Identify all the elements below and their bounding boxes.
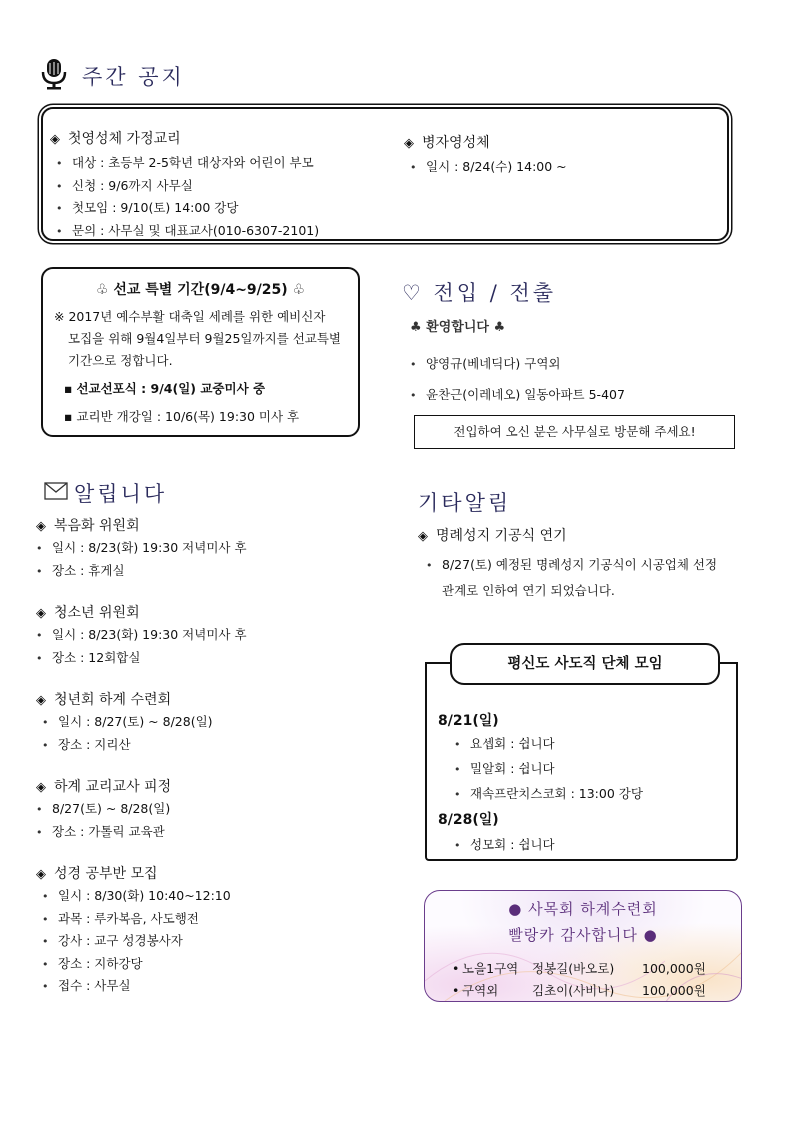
sick-communion-heading: ◈ 병자영성체 bbox=[404, 133, 704, 154]
list-item: • 접수 : 사무실 bbox=[36, 975, 376, 998]
list-item: • 장소 : 가톨릭 교육관 bbox=[36, 821, 376, 844]
thanks-group: 구역외 bbox=[462, 983, 499, 998]
announce-section bbox=[36, 516, 376, 603]
lay-day1: 8/21(일) bbox=[438, 713, 499, 729]
announce-heading: ◈ 하계 교리교사 피정 bbox=[36, 777, 376, 798]
thanks-line2: 빨랑카 감사합니다 ● bbox=[508, 926, 658, 944]
list-item: • 문의 : 사무실 및 대표교사(010-6307-2101) bbox=[56, 220, 400, 243]
thanks-name: 김초이(사비나) bbox=[532, 983, 615, 998]
announce-title: 알립니다 bbox=[74, 482, 168, 506]
lay-title-pill: 평신도 사도직 단체 모임 bbox=[450, 643, 720, 685]
thanks-group: 노을1구역 bbox=[462, 961, 519, 976]
microphone-icon bbox=[40, 58, 68, 90]
list-item: • 장소 : 지리산 bbox=[36, 734, 376, 757]
list-item: • 첫모임 : 9/10(토) 14:00 강당 bbox=[56, 197, 400, 220]
thanks-line1: ● 사목회 하계수련회 bbox=[508, 900, 658, 918]
announce-heading: ◈ 청년회 하계 수련회 bbox=[36, 690, 376, 711]
transfer-list bbox=[410, 349, 740, 411]
welcome-label: ♣ 환영합니다 ♣ bbox=[410, 320, 506, 335]
list-item: • 신청 : 9/6까지 사무실 bbox=[56, 175, 400, 198]
mission-note-line: ※ 2017년 예수부활 대축일 세례를 위한 예비신자 bbox=[54, 309, 326, 324]
transfer-notice-box: 전입하여 오신 분은 사무실로 방문해 주세요! bbox=[414, 415, 735, 449]
lay-day2: 8/28(일) bbox=[438, 812, 499, 828]
other-title: 기타알림 bbox=[418, 491, 512, 515]
envelope-icon bbox=[44, 482, 68, 500]
list-item: • 일시 : 8/23(화) 19:30 저녁미사 후 bbox=[36, 537, 376, 560]
list-item: • 재속프란치스코회 : 13:00 강당 bbox=[454, 782, 728, 807]
list-item: • 성모회 : 쉽니다 bbox=[454, 833, 728, 858]
list-item: • 장소 : 12회합실 bbox=[36, 647, 376, 670]
list-item: • 8/27(토) ~ 8/28(일) bbox=[36, 798, 376, 821]
announce-section bbox=[36, 690, 376, 777]
mission-note-line: 모집을 위해 9월4일부터 9월25일까지를 선교특별 bbox=[68, 331, 342, 346]
thanks-amount: 100,000원 bbox=[642, 983, 706, 998]
first-communion-heading: ◈ 첫영성체 가정교리 bbox=[50, 129, 400, 150]
list-item: • 과목 : 루카복음, 사도행전 bbox=[36, 908, 376, 931]
weekly-header bbox=[40, 58, 260, 92]
bullet-icon: • bbox=[452, 961, 460, 976]
list-item: • 장소 : 휴게실 bbox=[36, 560, 376, 583]
list-item: • 윤찬근(이레네오) 일동아파트 5-407 bbox=[410, 380, 740, 411]
announce-section bbox=[36, 603, 376, 690]
transfer-title: ♡ 전입 / 전출 bbox=[402, 281, 557, 305]
other-heading: ◈ 명례성지 기공식 연기 bbox=[418, 526, 567, 547]
first-communion-section bbox=[50, 129, 400, 242]
list-item: • 요셉회 : 쉽니다 bbox=[454, 732, 728, 757]
thanks-row bbox=[452, 980, 732, 1002]
weekly-title: 주간 공지 bbox=[82, 65, 185, 89]
thanks-row bbox=[452, 958, 732, 980]
announce-list bbox=[36, 516, 376, 998]
lay-content bbox=[438, 710, 728, 858]
bullet-icon: • bbox=[452, 983, 460, 998]
announce-heading: ◈ 성경 공부반 모집 bbox=[36, 864, 376, 885]
list-item: • 강사 : 교구 성경봉사자 bbox=[36, 930, 376, 953]
mission-note bbox=[54, 306, 354, 372]
thanks-amount: 100,000원 bbox=[642, 961, 706, 976]
mission-items bbox=[64, 375, 354, 431]
list-item: • 일시 : 8/23(화) 19:30 저녁미사 후 bbox=[36, 624, 376, 647]
list-item: • 대상 : 초등부 2-5학년 대상자와 어린이 부모 bbox=[56, 152, 400, 175]
announce-heading: ◈ 청소년 위원회 bbox=[36, 603, 376, 624]
announce-section bbox=[36, 777, 376, 864]
announce-header bbox=[44, 478, 264, 508]
announce-section bbox=[36, 864, 376, 998]
list-item: • 밀알회 : 쉽니다 bbox=[454, 757, 728, 782]
sick-communion-section bbox=[404, 133, 704, 179]
mission-item: ▪ 교리반 개강일 : 10/6(목) 19:30 미사 후 bbox=[64, 409, 300, 424]
list-item: • 일시 : 8/27(토) ~ 8/28(일) bbox=[36, 711, 376, 734]
lay-box-top-right bbox=[718, 662, 738, 664]
list-item: • 양영규(베네딕다) 구역외 bbox=[410, 349, 740, 380]
list-item: • 장소 : 지하강당 bbox=[36, 953, 376, 976]
mission-item: ▪ 선교선포식 : 9/4(일) 교중미사 중 bbox=[64, 381, 266, 396]
mission-note-line: 기간으로 정합니다. bbox=[68, 353, 173, 368]
other-body-line: • 8/27(토) 예정된 명례성지 기공식이 시공업체 선정 bbox=[426, 552, 736, 578]
announce-heading: ◈ 복음화 위원회 bbox=[36, 516, 376, 537]
mission-title: ♧ 선교 특별 기간(9/4~9/25) ♧ bbox=[95, 282, 306, 298]
thanks-name: 정봉길(바오로) bbox=[532, 961, 615, 976]
list-item: • 일시 : 8/30(화) 10:40~12:10 bbox=[36, 885, 376, 908]
lay-box-top-left bbox=[425, 662, 452, 664]
list-item: • 일시 : 8/24(수) 14:00 ~ bbox=[410, 156, 704, 179]
other-body-line: 관계로 인하여 연기 되었습니다. bbox=[442, 583, 615, 598]
thanks-table bbox=[452, 958, 732, 1002]
other-body bbox=[426, 552, 736, 603]
